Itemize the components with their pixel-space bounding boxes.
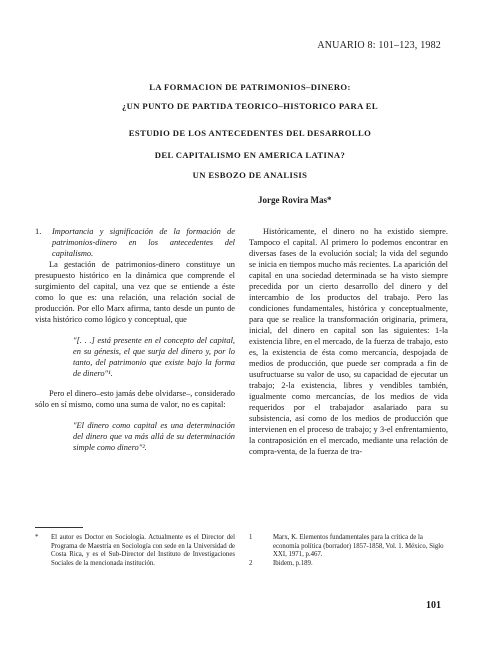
right-column (249, 226, 448, 457)
reference-footnotes (249, 534, 448, 568)
paragraph: Históricamente, el dinero no ha existido siempre. Tampoco el capital. Al primero lo podemos encontrar en diversas fases de la evolución social; la vida del segundo se inicia en tiempos mucho más recientes. La aparición del capital en una sociedad determinada se ha visto siempre precedida por un cierto desarrollo del dinero y del intercambio de los productos del trabajo. Pero las condiciones fundamentales, histórica y conceptualmente, para que se realice la transformación originaria, primera, inicial, del dinero en capital son las siguientes: 1-la existencia libre, en el mercado, de la fuerza de trabajo, esto es, la existencia de ésta como mercancía, despojada de medios de producción, que puede ser comprada a fin de usufructuarse su valor de uso, su capacidad de ejecutar un trabajo; 2-la existencia, libres y vendibles también, igualmente como mercancías, de los medios de vida requeridos por el trabajador asalariado para su subsistencia, así como de los medios de producción que intervienen en el proceso de trabajo; y 3-el enfrentamiento, la contraposición en el mercado, mediante una relación de compra-venta, de la fuerza de tra- (249, 227, 448, 456)
footnote-text: Ibidem, p.189. (273, 559, 313, 567)
title-line-3: ESTUDIO DE LOS ANTECEDENTES DEL DESARROLLO (128, 128, 372, 138)
block-quote: "El dinero como capital es una determinación del dinero que va más allá de su determinación simple como dinero"². (73, 421, 235, 452)
section-number: 1. (35, 227, 42, 236)
title-line-4: DEL CAPITALISMO EN AMERICA LATINA? (154, 150, 346, 160)
title-line-1: LA FORMACION DE PATRIMONIOS–DINERO: (149, 82, 351, 92)
paragraph: La gestación de patrimonios-dinero constituye un presupuesto histórico en la dinámica que comprende el surgimiento del capital, una vez que se entiende a éste como lo que es: una relación, una relación social de producción. Por ello Marx afirma, tanto desde un punto de vista histórico como lógico y conceptual, que (35, 260, 235, 324)
footnote-2 (249, 560, 448, 569)
footnote-number: 2 (249, 559, 253, 567)
footnote-rule (35, 527, 83, 528)
author-name: Jorge Rovira Mas* (258, 195, 332, 205)
footnote-text: Marx, K. Elementos fundamentales para la crítica de la economía política (borrador) 1857-1858, Vol. 1. México, Siglo XXI, 1971, p.467. (273, 534, 444, 559)
title-line-2: ¿UN PUNTO DE PARTIDA TEORICO–HISTORICO PARA EL (121, 101, 379, 111)
footnote-text: El autor es Doctor en Sociología. Actualmente es el Director del Programa de Maestría en Sociología con sede en la Universidad de Costa Rica, y es el Sub-Director del Instituto de Investigaciones Sociales de la mencionada institución. (51, 534, 235, 567)
section-heading (35, 226, 235, 259)
footnote-number: 1 (249, 534, 253, 541)
journal-reference: ANUARIO 8: 101–123, 1982 (317, 40, 441, 51)
footnote-1 (249, 534, 448, 560)
author-footnote (35, 534, 235, 568)
block-quote: "[. . .] está presente en el concepto del capital, en su génesis, el que surja del dinero y, por lo tanto, del patrimonio que existe bajo la forma de dinero"¹. (73, 336, 235, 378)
page-number: 101 (426, 600, 441, 611)
title-line-5: UN ESBOZO DE ANALISIS (192, 170, 308, 180)
footnote-mark: * (35, 534, 39, 541)
paragraph: Pero el dinero–esto jamás debe olvidarse–, considerado sólo en sí mismo, como una suma de valor, no es capital: (35, 389, 235, 409)
section-title: Importancia y significación de la formación de patrimonios-dinero en los antecedentes del capitalismo. (52, 227, 235, 258)
left-column (35, 226, 235, 461)
